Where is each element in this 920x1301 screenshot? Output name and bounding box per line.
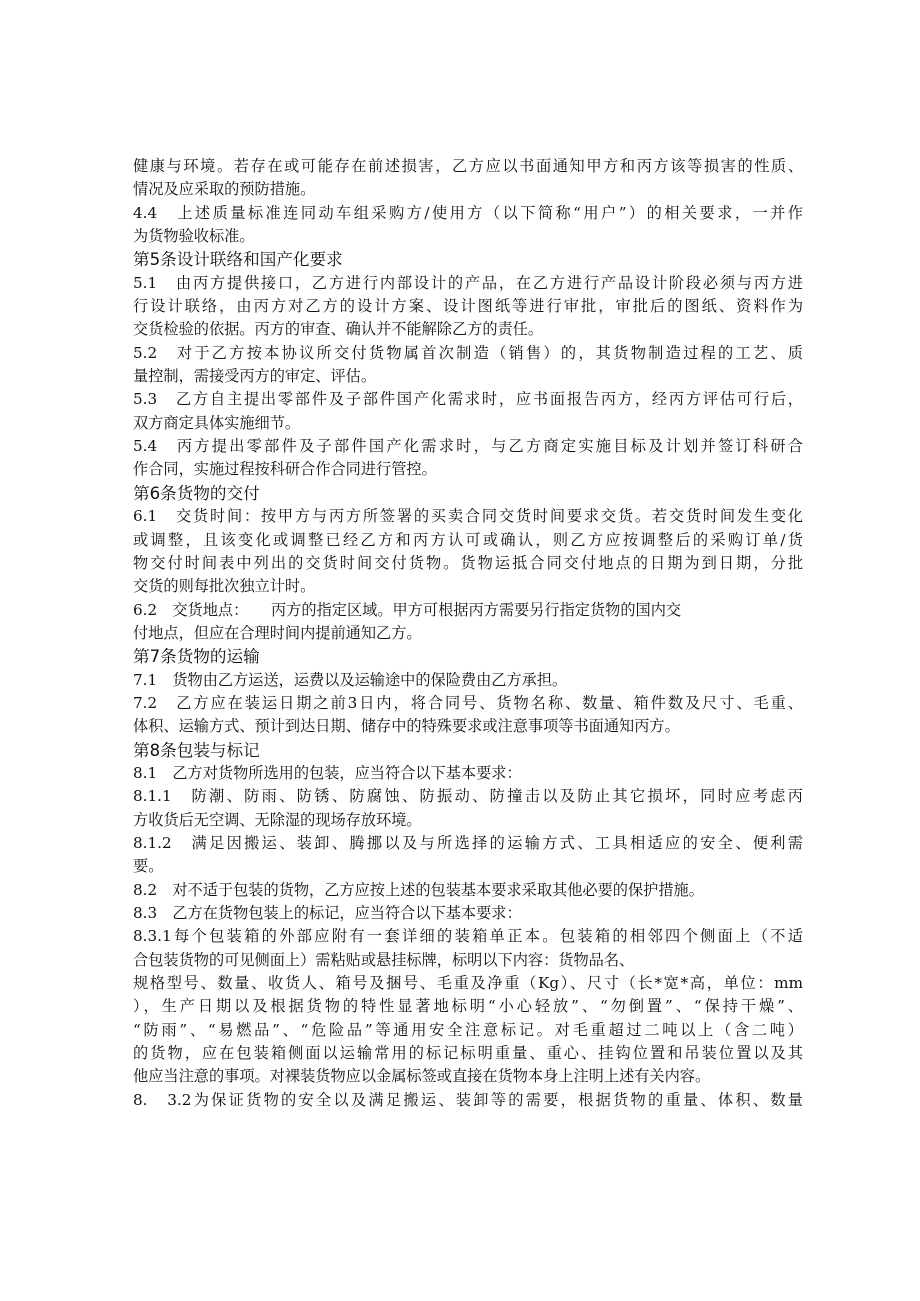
- text-line: 作合同，实施过程按科研合作合同进行管控。: [133, 460, 437, 479]
- text-line: 他应当注意的事项。对裸装货物应以金属标签或直接在货物本身上注明上述有关内容。: [133, 1067, 711, 1086]
- text-line: 健康与环境。若存在或可能存在前述损害，乙方应以书面通知甲方和丙方该等损害的性质、: [133, 157, 803, 175]
- text-line: 8.1 乙方对货物所选用的包装，应当符合以下基本要求：: [133, 763, 522, 782]
- text-line: 体积、运输方式、预计到达日期、储存中的特殊要求或注意事项等书面通知丙方。: [133, 717, 680, 736]
- text-line: 行设计联络，由丙方对乙方的设计方案、设计图纸等进行审批，审批后的图纸、资料作为: [133, 297, 803, 316]
- text-line: 4.4 上述质量标准连同动车组采购方/使用方（以下简称“用户”）的相关要求，一并作: [133, 203, 803, 222]
- text-line: 8. 3.2为保证货物的安全以及满足搬运、装卸等的需要，根据货物的重量、体积、数量: [133, 1090, 803, 1109]
- text-line: 情况及应采取的预防措施。: [133, 180, 316, 199]
- text-line: 交货的则每批次独立计时。: [133, 577, 316, 596]
- text-line: 5.1 由丙方提供接口，乙方进行内部设计的产品，在乙方进行产品设计阶段必须与丙方进: [133, 273, 803, 292]
- section-heading: 第5条设计联络和国产化要求: [133, 250, 343, 270]
- text-line: 的货物，应在包装箱侧面以运输常用的标记标明重量、重心、挂钩位置和吊装位置以及其: [133, 1044, 803, 1063]
- text-line: 要。: [133, 857, 164, 876]
- text-line: 5.2 对于乙方按本协议所交付货物属首次制造（销售）的，其货物制造过程的工艺、质: [133, 343, 803, 362]
- text-line: 付地点，但应在合理时间内提前通知乙方。: [133, 623, 422, 642]
- text-line: 6.1 交货时间：按甲方与丙方所签署的买卖合同交货时间要求交货。若交货时间发生变化: [133, 507, 803, 526]
- text-line: 7.2 乙方应在装运日期之前3日内，将合同号、货物名称、数量、箱件数及尺寸、毛重、: [133, 693, 803, 712]
- text-line: 5.4 丙方提出零部件及子部件国产化需求时，与乙方商定实施目标及计划并签订科研合: [133, 437, 803, 456]
- text-line: 8.3.1每个包装箱的外部应附有一套详细的装箱单正本。包装箱的相邻四个侧面上（不适: [133, 927, 803, 946]
- text-line: 或调整，且该变化或调整已经乙方和丙方认可或确认，则乙方应按调整后的采购订单/货: [133, 530, 803, 549]
- document-body: [133, 155, 803, 1112]
- text-line: 双方商定具体实施细节。: [133, 413, 301, 432]
- text-line: 规格型号、数量、收货人、箱号及捆号、毛重及净重（Kg）、尺寸（长*宽*高，单位：mm: [133, 974, 803, 993]
- text-line: 5.3 乙方自主提出零部件及子部件国产化需求时，应书面报告丙方，经丙方评估可行后，: [133, 390, 803, 409]
- text-line: 6.2 交货地点： 丙方的指定区域。甲方可根据丙方需要另行指定货物的国内交: [133, 600, 682, 619]
- text-line: 8.1.1 防潮、防雨、防锈、防腐蚀、防振动、防撞击以及防止其它损坏，同时应考虑丙: [133, 787, 803, 806]
- section-heading: 第8条包装与标记: [133, 740, 260, 760]
- text-line: 合包装货物的可见侧面上）需粘贴或悬挂标牌，标明以下内容：货物品名、: [133, 950, 635, 969]
- section-heading: 第6条货物的交付: [133, 483, 260, 503]
- text-line: 8.2 对不适于包装的货物，乙方应按上述的包装基本要求采取其他必要的保护措施。: [133, 880, 704, 899]
- text-line: “防雨”、“易燃品”、“危险品”等通用安全注意标记。对毛重超过二吨以上（含二吨）: [133, 1020, 803, 1039]
- text-line: 物交付时间表中列出的交货时间交付货物。货物运抵合同交付地点的日期为到日期，分批: [133, 553, 803, 572]
- text-line: ），生产日期以及根据货物的特性显著地标明“小心轻放”、“勿倒置”、“保持干燥”、: [133, 997, 803, 1016]
- text-line: 为货物验收标准。: [133, 227, 255, 246]
- text-line: 8.1.2 满足因搬运、装卸、腾挪以及与所选择的运输方式、工具相适应的安全、便利需: [133, 833, 803, 852]
- text-line: 7.1 货物由乙方运送，运费以及运输途中的保险费由乙方承担。: [133, 670, 568, 689]
- text-line: 交货检验的依据。丙方的审查、确认并不能解除乙方的责任。: [133, 320, 544, 339]
- section-heading: 第7条货物的运输: [133, 647, 260, 667]
- text-line: 8.3 乙方在货物包装上的标记，应当符合以下基本要求：: [133, 904, 522, 922]
- text-line: 方收货后无空调、无除湿的现场存放环境。: [133, 810, 422, 829]
- text-line: 量控制，需接受丙方的审定、评估。: [133, 367, 376, 386]
